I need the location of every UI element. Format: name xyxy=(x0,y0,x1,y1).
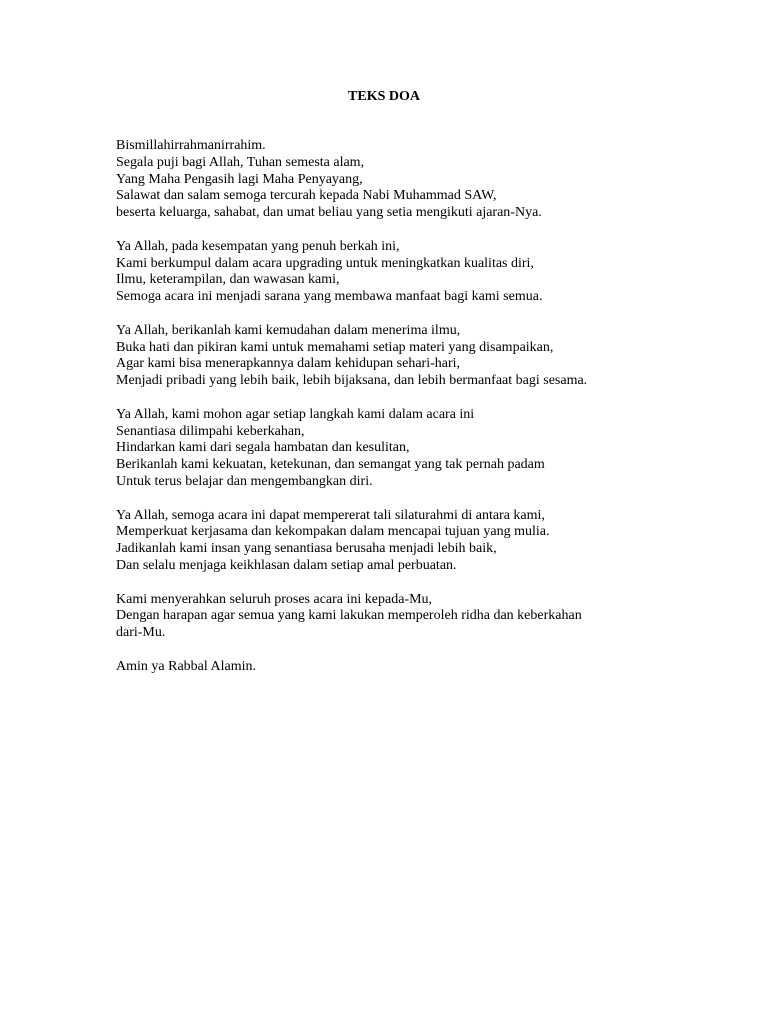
paragraph xyxy=(116,508,656,575)
text-line: Untuk terus belajar dan mengembangkan diri. xyxy=(116,473,373,489)
text-line: Senantiasa dilimpahi keberkahan, xyxy=(116,423,305,439)
text-line: Kami menyerahkan seluruh proses acara ini kepada-Mu, xyxy=(116,591,433,607)
text-line: Ya Allah, semoga acara ini dapat mempererat tali silaturahmi di antara kami, xyxy=(116,507,545,523)
text-line: Bismillahirrahmanirrahim. xyxy=(116,138,266,153)
text-line: dari-Mu. xyxy=(116,625,166,641)
text-line: Dengan harapan agar semua yang kami lakukan memperoleh ridha dan keberkahan xyxy=(116,608,582,624)
paragraph xyxy=(116,323,656,390)
text-line: Kami berkumpul dalam acara upgrading untuk meningkatkan kualitas diri, xyxy=(116,255,534,271)
text-line: Segala puji bagi Allah, Tuhan semesta alam, xyxy=(116,154,365,170)
text-line: Memperkuat kerjasama dan kekompakan dalam mencapai tujuan yang mulia. xyxy=(116,524,550,540)
text-line: Buka hati dan pikiran kami untuk memahami setiap materi yang disampaikan, xyxy=(116,339,554,355)
paragraph xyxy=(116,592,656,642)
text-line: Yang Maha Pengasih lagi Maha Penyayang, xyxy=(116,171,363,187)
text-line: Semoga acara ini menjadi sarana yang membawa manfaat bagi kami semua. xyxy=(116,289,543,305)
text-line: beserta keluarga, sahabat, dan umat beliau yang setia mengikuti ajaran-Nya. xyxy=(116,205,542,221)
text-line: Dan selalu menjaga keikhlasan dalam setiap amal perbuatan. xyxy=(116,557,457,573)
paragraph xyxy=(116,138,656,222)
text-line: Ya Allah, pada kesempatan yang penuh berkah ini, xyxy=(116,238,400,254)
document-body xyxy=(116,138,656,692)
text-line: Agar kami bisa menerapkannya dalam kehidupan sehari-hari, xyxy=(116,356,461,372)
text-line: Berikanlah kami kekuatan, ketekunan, dan semangat yang tak pernah padam xyxy=(116,457,545,473)
text-line: Salawat dan salam semoga tercurah kepada Nabi Muhammad SAW, xyxy=(116,188,497,204)
paragraph xyxy=(116,659,656,676)
text-line: Ilmu, keterampilan, dan wawasan kami, xyxy=(116,272,340,288)
text-line: Jadikanlah kami insan yang senantiasa berusaha menjadi lebih baik, xyxy=(116,541,497,557)
text-line: Menjadi pribadi yang lebih baik, lebih bijaksana, dan lebih bermanfaat bagi sesama. xyxy=(116,373,588,389)
paragraph xyxy=(116,407,656,491)
text-line: Amin ya Rabbal Alamin. xyxy=(116,658,256,674)
text-line: Hindarkan kami dari segala hambatan dan kesulitan, xyxy=(116,440,410,456)
document-title: TEKS DOA xyxy=(348,89,420,104)
paragraph xyxy=(116,239,656,306)
text-line: Ya Allah, kami mohon agar setiap langkah kami dalam acara ini xyxy=(116,406,475,422)
text-line: Ya Allah, berikanlah kami kemudahan dalam menerima ilmu, xyxy=(116,322,461,338)
